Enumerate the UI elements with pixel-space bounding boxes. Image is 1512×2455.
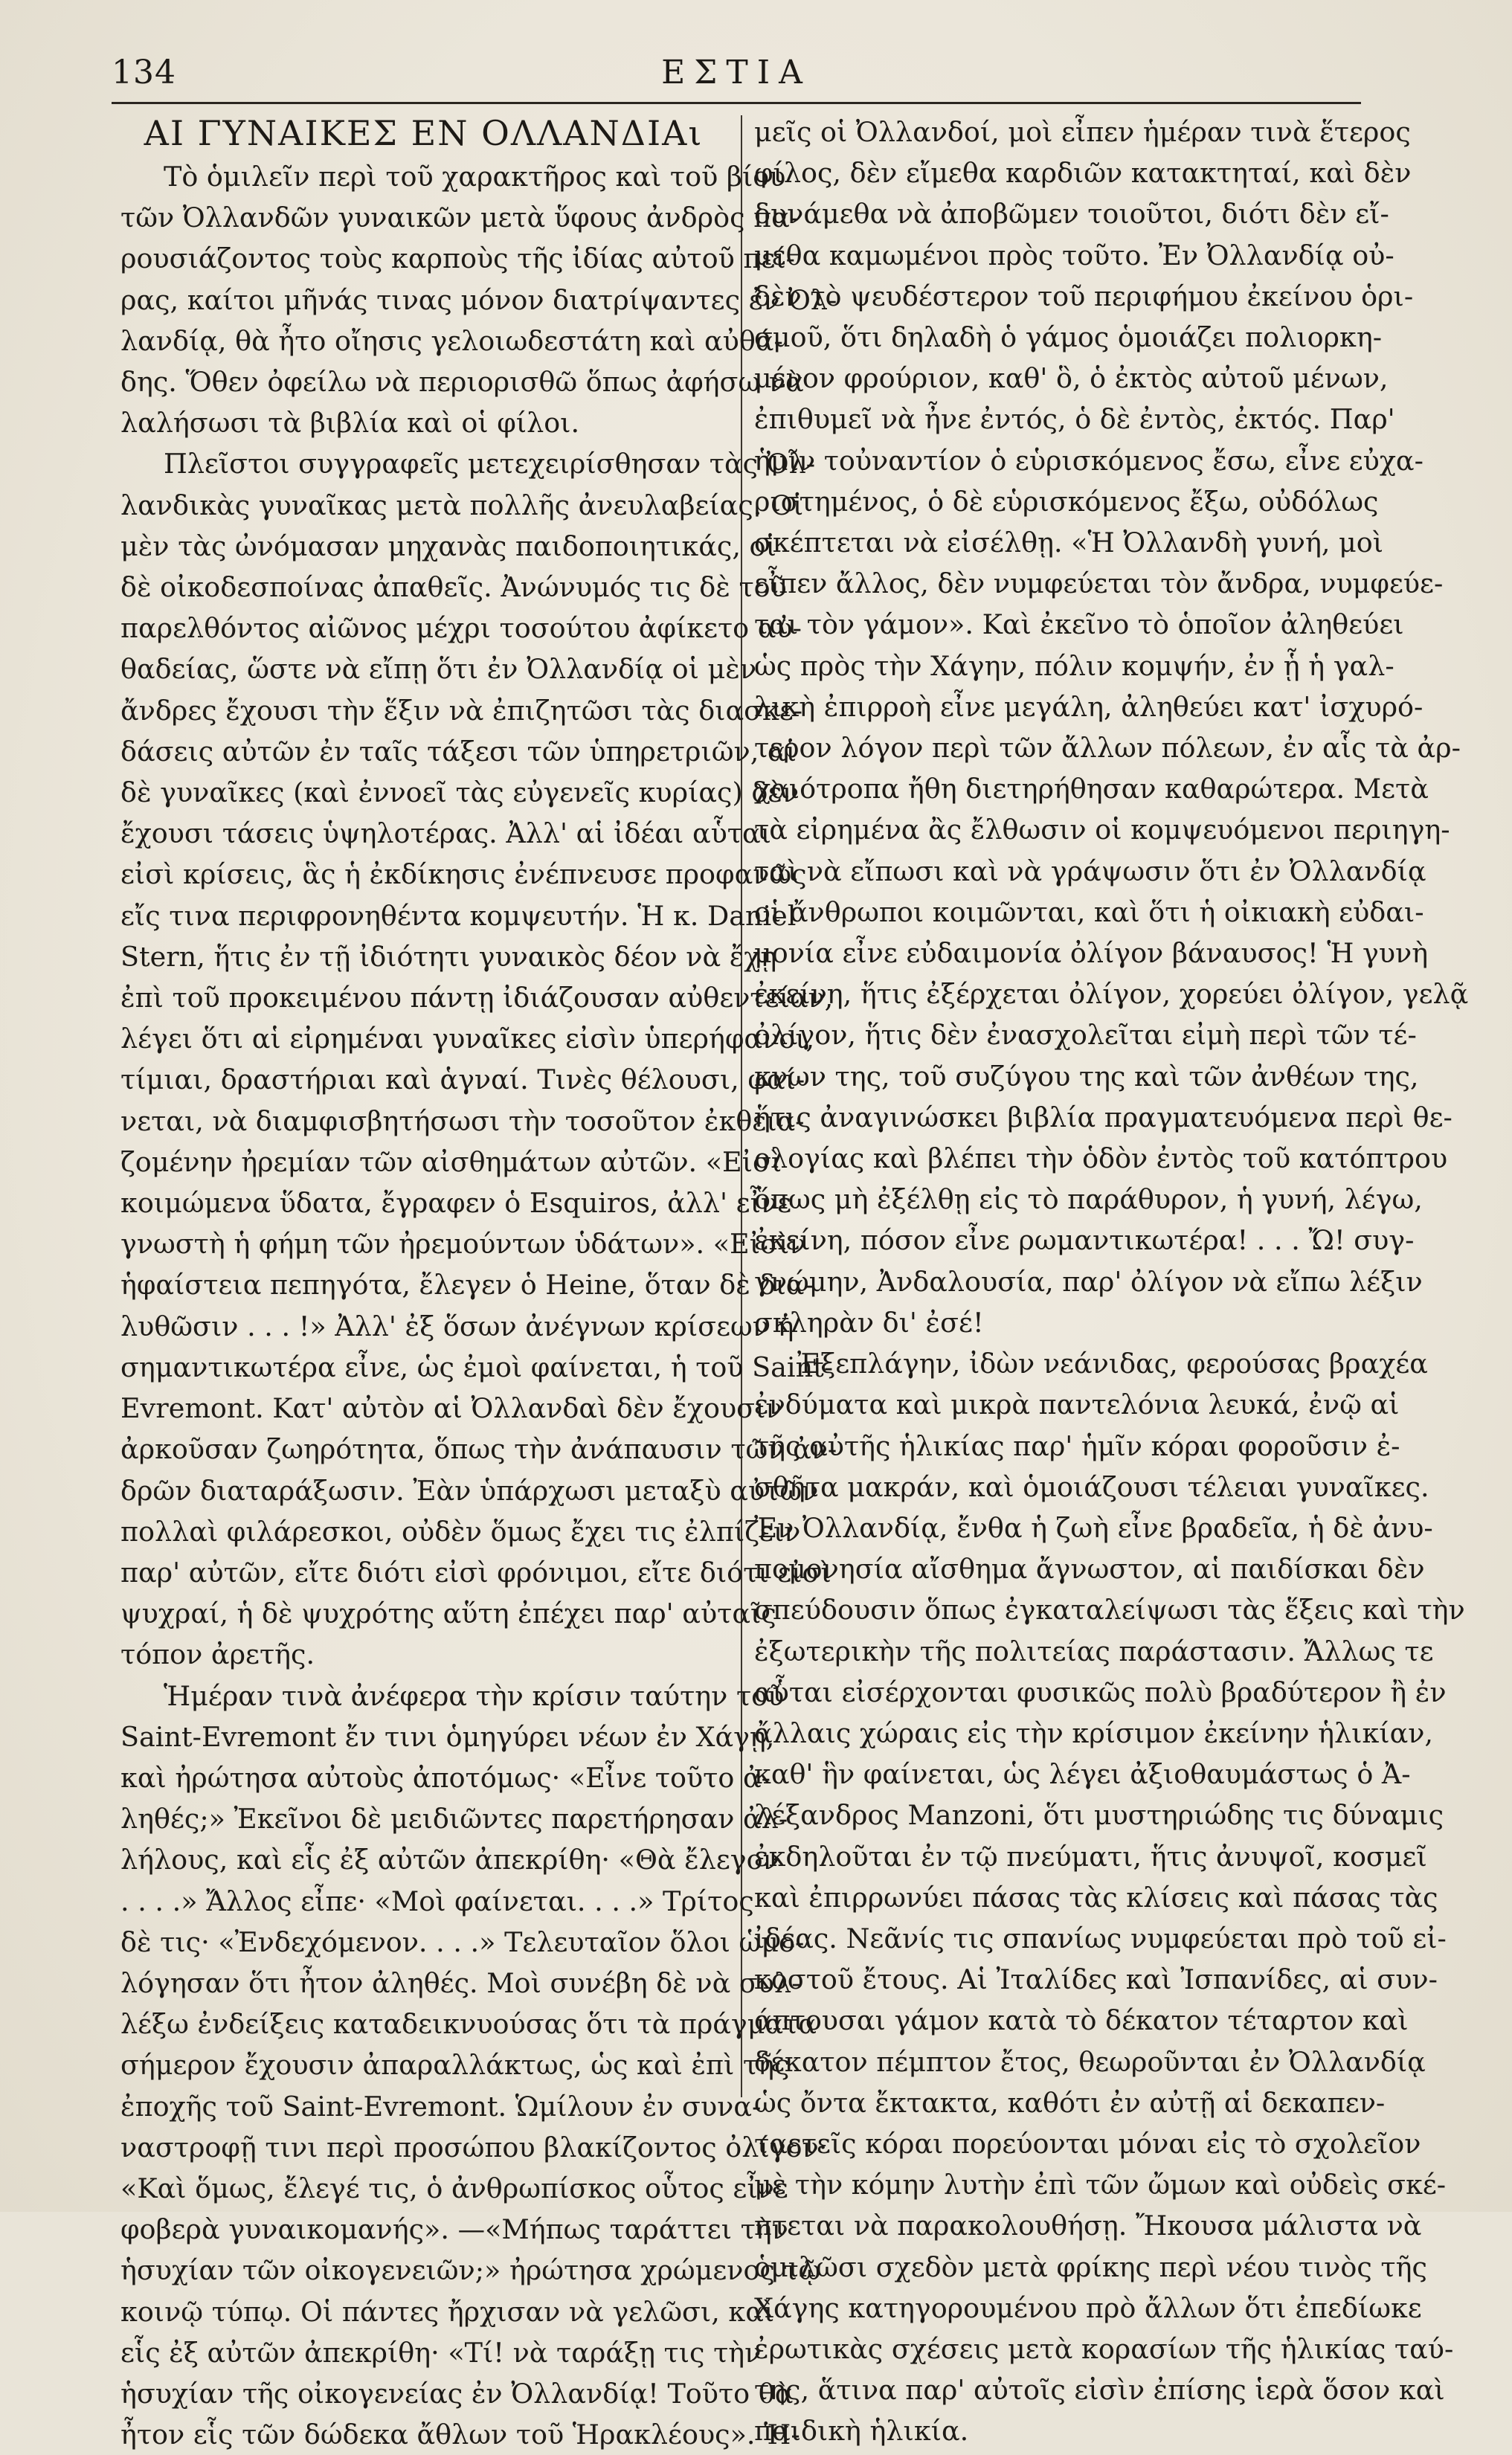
text-line: φίλος, δὲν εἴμεθα καρδιῶν κατακτηταί, καὶ δὲν bbox=[754, 157, 1412, 190]
text-line: λυθῶσιν . . . !» Ἀλλ' ἐξ ὅσων ἀνέγνων κρίσεων ἡ bbox=[120, 1310, 794, 1342]
text-line: ολογίας καὶ βλέπει τὴν ὁδὸν ἐντὸς τοῦ κατόπτρου bbox=[754, 1142, 1448, 1175]
text-line: κοστοῦ ἔτους. Αἱ Ἰταλίδες καὶ Ἰσπανίδες, αἱ συν- bbox=[754, 1963, 1438, 1996]
text-line: Τὸ ὁμιλεῖν περὶ τοῦ χαρακτῆρος καὶ τοῦ βίου bbox=[164, 161, 786, 193]
text-line: ὀλίγον, ἥτις δὲν ἐνασχολεῖται εἰμὴ περὶ τῶν τέ- bbox=[754, 1019, 1417, 1052]
text-line: ἄνδρες ἔχουσι τὴν ἕξιν νὰ ἐπιζητῶσι τὰς διασκε- bbox=[120, 694, 803, 727]
text-line: τίμιαι, δραστήριαι καὶ ἁγναί. Τινὲς θέλουσι, φαί- bbox=[120, 1064, 805, 1096]
text-line: λανδίᾳ, θὰ ἦτο οἴησις γελοιωδεστάτη καὶ αὐθά- bbox=[120, 324, 783, 357]
text-line: φοβερὰ γυναικομανής». —«Μήπως ταράττει τὴν bbox=[120, 2213, 788, 2246]
text-line: πολλαὶ φιλάρεσκοι, οὐδὲν ὅμως ἔχει τις ἐλπίζειν bbox=[120, 1515, 801, 1548]
text-line: ἡμῖν τοὐναντίον ὁ εὑρισκόμενος ἔσω, εἶνε εὐχα- bbox=[754, 444, 1423, 477]
text-line: λαλήσωσι τὰ βιβλία καὶ οἱ φίλοι. bbox=[120, 407, 580, 440]
text-line: ναστροφῇ τινι περὶ προσώπου βλακίζοντος ὀλίγον· bbox=[120, 2131, 828, 2163]
text-line: ἐνδύματα καὶ μικρὰ παντελόνια λευκά, ἐνῷ αἱ bbox=[754, 1389, 1400, 1421]
text-line: δὲ οἰκοδεσποίνας ἀπαθεῖς. Ἀνώνυμός τις δὲ τοῦ bbox=[120, 571, 787, 604]
text-line: Χάγης κατηγορουμένου πρὸ ἄλλων ὅτι ἐπεδίωκε bbox=[754, 2291, 1422, 2324]
text-line: ὡς ὄντα ἔκτακτα, καθότι ἐν αὐτῇ αἱ δεκαπεν- bbox=[754, 2086, 1386, 2119]
text-line: τῶν Ὀλλανδῶν γυναικῶν μετὰ ὕφους ἀνδρὸς πα- bbox=[120, 202, 800, 234]
text-line: «Καὶ ὅμως, ἔλεγέ τις, ὁ ἀνθρωπίσκος οὗτος εἶνε bbox=[120, 2172, 788, 2204]
text-line: ἥτις ἀναγινώσκει βιβλία πραγματευόμενα περὶ θε- bbox=[754, 1101, 1453, 1133]
text-line: τῆς αὐτῆς ἡλικίας παρ' ἡμῖν κόραι φοροῦσιν ἐ- bbox=[754, 1429, 1400, 1462]
header-rule bbox=[112, 102, 1361, 104]
text-line: σπεύδουσιν ὅπως ἐγκαταλείψωσι τὰς ἕξεις καὶ τὴν bbox=[754, 1594, 1465, 1627]
text-line: σμοῦ, ὅτι δηλαδὴ ὁ γάμος ὁμοιάζει πολιορκη- bbox=[754, 321, 1383, 354]
text-line: πτεται νὰ παρακολουθήσῃ. Ἤκουσα μάλιστα νὰ bbox=[754, 2210, 1422, 2242]
text-line: τόπον ἀρετῆς. bbox=[120, 1638, 315, 1671]
text-line: οἱ ἄνθρωποι κοιμῶνται, καὶ ὅτι ἡ οἰκιακὴ εὐδαι- bbox=[754, 895, 1424, 928]
text-line: . . . .» Ἄλλος εἶπε· «Μοὶ φαίνεται. . . .» Τρίτος bbox=[120, 1885, 754, 1917]
text-line: ὡς πρὸς τὴν Χάγην, πόλιν κομψήν, ἐν ᾗ ἡ γαλ- bbox=[754, 649, 1394, 682]
text-line: καὶ ἠρώτησα αὐτοὺς ἀποτόμως· «Εἶνε τοῦτο ἀ- bbox=[120, 1761, 771, 1794]
text-line: ἐκείνη, πόσον εἶνε ρωμαντικωτέρα! . . . Ὤ! συγ- bbox=[754, 1224, 1415, 1257]
text-line: ται τὸν γάμον». Καὶ ἐκεῖνο τὸ ὁποῖον ἀληθεύει bbox=[754, 608, 1404, 641]
text-line: ἰδέας. Νεᾶνίς τις σπανίως νυμφεύεται πρὸ τοῦ εἰ- bbox=[754, 1922, 1447, 1954]
text-line: δρῶν διαταράξωσιν. Ἐὰν ὑπάρχωσι μεταξὺ αὐτῶν bbox=[120, 1474, 819, 1507]
text-line: παρελθόντος αἰῶνος μέχρι τοσούτου ἀφίκετο αὐ- bbox=[120, 612, 802, 645]
text-line: ζομένην ἠρεμίαν τῶν αἰσθημάτων αὐτῶν. «Εἰσὶ bbox=[120, 1145, 782, 1178]
text-line: ρας, καίτοι μῆνάς τινας μόνον διατρίψαντες ἐν Ὀλ- bbox=[120, 283, 837, 316]
text-line: χαιότροπα ἤθη διετηρήθησαν καθαρώτερα. Μετὰ bbox=[754, 773, 1429, 805]
text-line: ἡσυχίαν τῆς οἰκογενείας ἐν Ὀλλανδίᾳ! Τοῦτο θὰ bbox=[120, 2377, 794, 2410]
text-line: κοινῷ τύπῳ. Οἱ πάντες ἤρχισαν νὰ γελῶσι, καὶ bbox=[120, 2295, 775, 2328]
text-line: λήλους, καὶ εἷς ἐξ αὐτῶν ἀπεκρίθη· «Θὰ ἔλεγον bbox=[120, 1844, 779, 1876]
text-line: σήμερον ἔχουσιν ἀπαραλλάκτως, ὡς καὶ ἐπὶ τῆς bbox=[120, 2049, 790, 2082]
text-line: ἀρκοῦσαν ζωηρότητα, ὅπως τὴν ἀνάπαυσιν τῶν ἀν- bbox=[120, 1433, 837, 1466]
text-line: δὲ γυναῖκες (καὶ ἐννοεῖ τὰς εὐγενεῖς κυρίας) δὲν bbox=[120, 776, 800, 809]
text-line: μένον φρούριον, καθ' ὃ, ὁ ἐκτὸς αὐτοῦ μένων, bbox=[754, 362, 1389, 395]
text-line: γνώμην, Ἀνδαλουσία, παρ' ὀλίγον νὰ εἴπω λέξιν bbox=[754, 1265, 1423, 1298]
text-line: ταὶ νὰ εἴπωσι καὶ νὰ γράψωσιν ὅτι ἐν Ὀλλανδίᾳ bbox=[754, 855, 1426, 887]
text-line: αὗται εἰσέρχονται φυσικῶς πολὺ βραδύτερον ἢ ἐν bbox=[754, 1676, 1447, 1708]
text-line: νεται, νὰ διαμφισβητήσωσι τὴν τοσοῦτον ἐκθεια- bbox=[120, 1104, 805, 1137]
text-line: δης. Ὅθεν ὀφείλω νὰ περιορισθῶ ὅπως ἀφήσω νὰ bbox=[120, 366, 804, 399]
page-number: 134 bbox=[112, 54, 176, 91]
text-line: ἐπιθυμεῖ νὰ ἦνε ἐντός, ὁ δὲ ἐντὸς, ἐκτός. Παρ' bbox=[754, 403, 1395, 436]
text-line: ἐξωτερικὴν τῆς πολιτείας παράστασιν. Ἄλλως τε bbox=[754, 1635, 1434, 1667]
text-line: λέξανδρος Manzoni, ὅτι μυστηριώδης τις δύναμις bbox=[754, 1799, 1444, 1832]
text-line: μεῖς οἱ Ὀλλανδοί, μοὶ εἶπεν ἡμέραν τινὰ ἕτερος bbox=[754, 116, 1411, 148]
text-line: μὲν τὰς ὠνόμασαν μηχανὰς παιδοποιητικάς, οἱ bbox=[120, 530, 776, 562]
left-column bbox=[120, 112, 837, 2455]
text-line: Ἐν Ὀλλανδίᾳ, ἔνθα ἡ ζωὴ εἶνε βραδεῖα, ἡ δὲ ἀνυ- bbox=[754, 1511, 1433, 1544]
text-line: καθ' ἣν φαίνεται, ὡς λέγει ἀξιοθαυμάστως ὁ Ἀ- bbox=[754, 1758, 1411, 1791]
text-line: λικὴ ἐπιρροὴ εἶνε μεγάλη, ἀληθεύει κατ' ἰσχυρό- bbox=[754, 690, 1423, 723]
text-line: εἶπεν ἄλλος, δὲν νυμφεύεται τὸν ἄνδρα, νυμφεύε- bbox=[754, 567, 1444, 600]
text-line: μὲ τὴν κόμην λυτὴν ἐπὶ τῶν ὤμων καὶ οὐδεὶς σκέ- bbox=[754, 2169, 1447, 2201]
text-line: Ἡμέραν τινὰ ἀνέφερα τὴν κρίσιν ταύτην τοῦ bbox=[164, 1679, 785, 1712]
text-line: ἔχουσι τάσεις ὑψηλοτέρας. Ἀλλ' αἱ ἰδέαι αὗται bbox=[120, 817, 771, 850]
text-line: μονία εἶνε εὐδαιμονία ὀλίγον βάναυσος! Ἡ γυνὴ bbox=[754, 937, 1429, 970]
text-line: ἐκείνη, ἥτις ἐξέρχεται ὀλίγον, χορεύει ὀλίγον, γελᾷ bbox=[754, 978, 1469, 1011]
text-line: ἐποχῆς τοῦ Saint-Evremont. Ὡμίλουν ἐν συνα- bbox=[120, 2090, 762, 2123]
text-line: τερον λόγον περὶ τῶν ἄλλων πόλεων, ἐν αἷς τὰ ἀρ- bbox=[754, 732, 1461, 765]
text-line: ἐπὶ τοῦ προκειμένου πάντῃ ἰδιάζουσαν αὐθεντείαν, bbox=[120, 982, 834, 1014]
text-line: εἴς τινα περιφρονηθέντα κομψευτήν. Ἡ κ. Daniel bbox=[120, 899, 797, 932]
text-line: κνων της, τοῦ συζύγου της καὶ τῶν ἀνθέων της, bbox=[754, 1060, 1419, 1093]
text-line: ἡσυχίαν τῶν οἰκογενειῶν;» ἠρώτησα χρώμενος τῷ bbox=[120, 2254, 821, 2287]
text-line: τὰ εἰρημένα ἂς ἔλθωσιν οἱ κομψευόμενοι περιηγη- bbox=[754, 814, 1450, 846]
text-line: ριστημένος, ὁ δὲ εὑρισκόμενος ἔξω, οὐδόλως bbox=[754, 485, 1379, 518]
text-line: Saint-Evremont ἔν τινι ὁμηγύρει νέων ἐν Χάγῃ, bbox=[120, 1720, 775, 1753]
text-line: της, ἅτινα παρ' αὐτοῖς εἰσὶν ἐπίσης ἱερὰ ὅσον καὶ bbox=[754, 2374, 1445, 2407]
text-line: ληθές;» Ἐκεῖνοι δὲ μειδιῶντες παρετήρησαν ἀλ- bbox=[120, 1803, 788, 1835]
text-line: θαδείας, ὥστε νὰ εἴπῃ ὅτι ἐν Ὀλλανδίᾳ οἱ μὲν bbox=[120, 653, 757, 686]
text-line: δὲ τις· «Ἐνδεχόμενον. . . .» Τελευταῖον ὅλοι ὡμο- bbox=[120, 1925, 805, 1958]
text-line: εἷς ἐξ αὐτῶν ἀπεκρίθη· «Τί! νὰ ταράξῃ τις τὴν bbox=[120, 2336, 762, 2369]
text-line: ἄλλαις χώραις εἰς τὴν κρίσιμον ἐκείνην ἡλικίαν, bbox=[754, 1716, 1434, 1749]
text-line: λόγησαν ὅτι ἦτον ἀληθές. Μοὶ συνέβη δὲ νὰ συλ- bbox=[120, 1966, 801, 1999]
text-line: Evremont. Κατ' αὐτὸν αἱ Ὀλλανδαὶ δὲν ἔχουσιν bbox=[120, 1392, 782, 1425]
text-line: σθῆτα μακράν, καὶ ὁμοιάζουσι τέλειαι γυναῖκες. bbox=[754, 1470, 1429, 1503]
text-line: εἰσὶ κρίσεις, ἃς ἡ ἐκδίκησις ἐνέπνευσε προφανῶς bbox=[120, 858, 807, 891]
text-line: δυνάμεθα νὰ ἀποβῶμεν τοιοῦτοι, διότι δὲν εἴ- bbox=[754, 198, 1389, 231]
text-line: ἦτον εἷς τῶν δώδεκα ἄθλων τοῦ Ἡρακλέους». Ἡ- bbox=[120, 2419, 800, 2451]
text-line: κοιμώμενα ὕδατα, ἔγραφεν ὁ Esquiros, ἀλλ' εἶνε bbox=[120, 1187, 792, 1220]
text-line: μεθα καμωμένοι πρὸς τοῦτο. Ἐν Ὀλλανδίᾳ οὐ- bbox=[754, 239, 1394, 271]
text-line: σκληρὰν δι' ἐσέ! bbox=[754, 1306, 984, 1339]
text-line: παιδικὴ ἡλικία. bbox=[754, 2415, 969, 2448]
text-line: ἡφαίστεια πεπηγότα, ἔλεγεν ὁ Heine, ὅταν δὲ δια- bbox=[120, 1269, 814, 1301]
text-line: σημαντικωτέρα εἶνε, ὡς ἐμοὶ φαίνεται, ἡ τοῦ Saint- bbox=[120, 1351, 834, 1383]
text-line: καὶ ἐπιρρωνύει πάσας τὰς κλίσεις καὶ πάσας τὰς bbox=[754, 1881, 1438, 1914]
text-line: ἐρωτικὰς σχέσεις μετὰ κορασίων τῆς ἡλικίας ταύ- bbox=[754, 2332, 1454, 2365]
text-line: γνωστὴ ἡ φήμη τῶν ἠρεμούντων ὑδάτων». «Εἰσὶν bbox=[120, 1228, 806, 1261]
text-line: λέγει ὅτι αἱ εἰρημέναι γυναῖκες εἰσὶν ὑπερήφανοι, bbox=[120, 1023, 815, 1055]
text-line: Ἐξεπλάγην, ἰδὼν νεάνιδας, φερούσας βραχέα bbox=[797, 1348, 1428, 1380]
text-line: παρ' αὐτῶν, εἴτε διότι εἰσὶ φρόνιμοι, εἴτε διότι εἰσὶ bbox=[120, 1556, 831, 1589]
text-line: ρουσιάζοντος τοὺς καρποὺς τῆς ἰδίας αὐτοῦ πεί- bbox=[120, 242, 795, 275]
text-line: άπτουσαι γάμον κατὰ τὸ δέκατον τέταρτον καὶ bbox=[754, 2004, 1409, 2037]
text-line: δάσεις αὐτῶν ἐν ταῖς τάξεσι τῶν ὑπηρετριῶν, αἱ bbox=[120, 735, 797, 768]
text-line: Stern, ἥτις ἐν τῇ ἰδιότητι γυναικὸς δέον νὰ ἔχῃ bbox=[120, 940, 777, 973]
text-line: ὅπως μὴ ἐξέλθῃ εἰς τὸ παράθυρον, ἡ γυνή, λέγω, bbox=[754, 1183, 1423, 1216]
text-line: δὲν τὸ ψευδέστερον τοῦ περιφήμου ἐκείνου ὁρι- bbox=[754, 280, 1414, 312]
journal-title: ΕΣΤΙΑ bbox=[661, 54, 811, 91]
text-line: ταετεῖς κόραι πορεύονται μόναι εἰς τὸ σχολεῖον bbox=[754, 2127, 1421, 2160]
text-line: λανδικὰς γυναῖκας μετὰ πολλῆς ἀνευλαβείας. Οἱ bbox=[120, 489, 804, 521]
text-line: λέξω ἐνδείξεις καταδεικνυούσας ὅτι τὰ πράγματα bbox=[120, 2008, 817, 2041]
article-title: ΑΙ ΓΥΝΑΙΚΕΣ ΕΝ ΟΛΛΑΝΔΙΑι bbox=[144, 113, 704, 153]
text-line: ψυχραί, ἡ δὲ ψυχρότης αὕτη ἐπέχει παρ' αὐταῖς bbox=[120, 1597, 776, 1630]
text-line: ἐκδηλοῦται ἐν τῷ πνεύματι, ἥτις ἀνυψοῖ, κοσμεῖ bbox=[754, 1840, 1427, 1873]
page-header bbox=[112, 54, 1361, 98]
text-line: Πλεῖστοι συγγραφεῖς μετεχειρίσθησαν τὰς Ὀλ- bbox=[164, 448, 816, 480]
text-line: σκέπτεται νὰ εἰσέλθῃ. «Ἡ Ὀλλανδὴ γυνή, μοὶ bbox=[754, 527, 1384, 559]
text-line: δέκατον πέμπτον ἔτος, θεωροῦνται ἐν Ὀλλανδίᾳ bbox=[754, 2045, 1426, 2078]
right-column bbox=[754, 112, 1469, 2452]
text-line: πομονησία αἴσθημα ἄγνωστον, αἱ παιδίσκαι δὲν bbox=[754, 1553, 1425, 1586]
text-line: ὁμιλῶσι σχεδὸν μετὰ φρίκης περὶ νέου τινὸς τῆς bbox=[754, 2250, 1427, 2283]
